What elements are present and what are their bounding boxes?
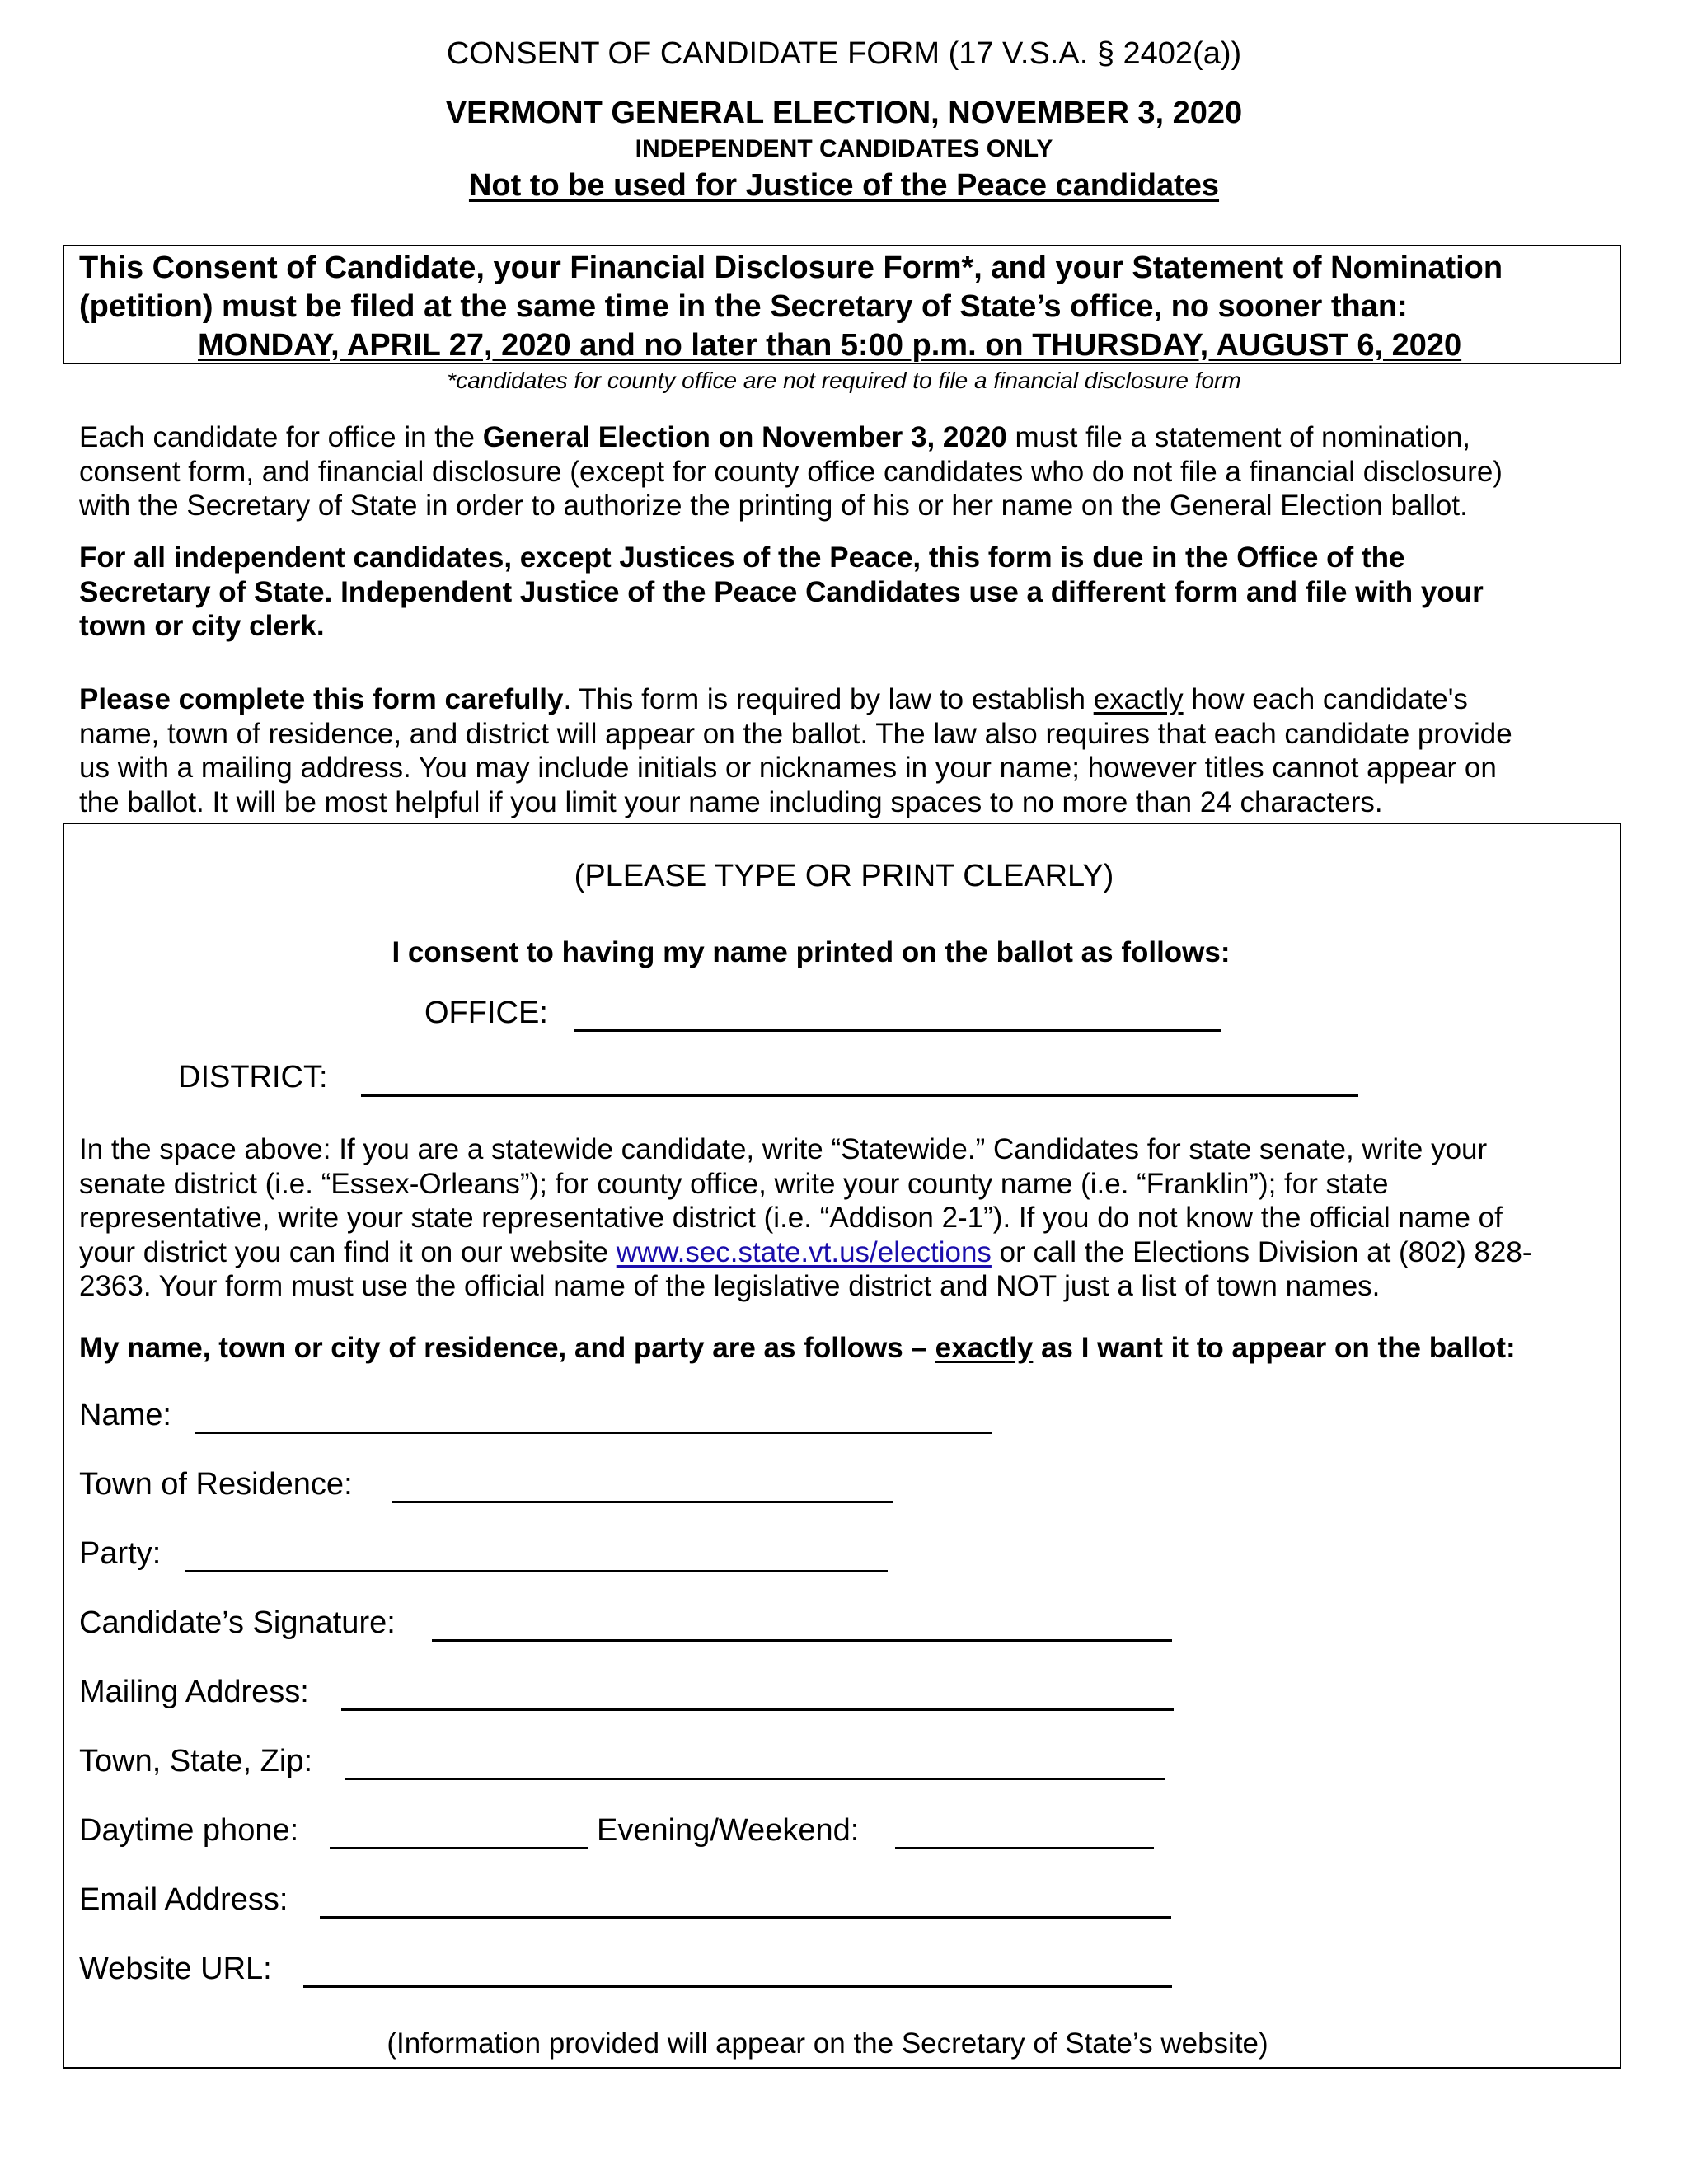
election-title: VERMONT GENERAL ELECTION, NOVEMBER 3, 2020 [445,96,1243,130]
evening-weekend-field[interactable] [895,1847,1154,1849]
district-label: DISTRICT: [178,1060,328,1094]
candidate-type-subtitle: INDEPENDENT CANDIDATES ONLY [635,135,1053,162]
candidate-form-box [63,823,1621,2069]
exact-name-statement: My name, town or city of residence, and party are as follows – exactly as I want it to appear on the ballot: [79,1332,1516,1364]
filing-deadline: MONDAY, APRIL 27, 2020 and no later than 5:00 p.m. on THURSDAY, AUGUST 6, 2020 [198,328,1462,363]
website-url-label: Website URL: [79,1952,272,1986]
candidate-signature-label: Candidate’s Signature: [79,1605,396,1640]
town-of-residence-field[interactable] [392,1501,893,1503]
intro-paragraph-2: For all independent candidates, except Justices of the Peace, this form is due in the Office of the Secretary of State. Independent Justice of the Peace Candidates use a different form and file with your town or city clerk. [79,541,1484,642]
party-label: Party: [79,1536,162,1571]
daytime-phone-field[interactable] [330,1847,588,1849]
name-label: Name: [79,1398,171,1432]
evening-weekend-label: Evening/Weekend: [597,1813,860,1848]
form-title: CONSENT OF CANDIDATE FORM (17 V.S.A. § 2402(a)) [446,36,1242,71]
candidate-signature-field[interactable] [432,1639,1172,1642]
elections-website-link[interactable]: www.sec.state.vt.us/elections [616,1235,992,1268]
district-field[interactable] [361,1094,1358,1097]
website-disclosure-note: (Information provided will appear on the Secretary of State’s website) [387,2027,1268,2060]
website-url-field[interactable] [303,1985,1172,1988]
town-state-zip-label: Town, State, Zip: [79,1744,313,1779]
intro-paragraph-1: Each candidate for office in the General Election on November 3, 2020 must file a statement of nomination, consent form, and financial disclosure (except for county office candidates who do not file a financial disclosure) with the Secretary of State in order to authorize the printing of his or her name on the General Election ballot. [79,421,1503,522]
email-address-label: Email Address: [79,1882,288,1917]
filing-box-line-2: (petition) must be filed at the same time in the Secretary of State’s office, no sooner than: [79,289,1408,324]
consent-statement: I consent to having my name printed on the ballot as follows: [392,936,1231,968]
type-or-print-notice: (PLEASE TYPE OR PRINT CLEARLY) [574,859,1114,893]
town-of-residence-label: Town of Residence: [79,1467,353,1502]
office-field[interactable] [574,1029,1221,1032]
district-instructions: In the space above: If you are a statewide candidate, write “Statewide.” Candidates for state senate, write your senate district (i.e. “Essex-Orleans”); for county office, write your county name (i.e. “Franklin”); for state representative, write your state representative district (i.e. “Addison 2-1”). If you do not know the official name of your district you can find it on our website www.sec.state.vt.us/elections or call the Elections Division at (802) 828- 2363. Your form must use the official name of the legislative district and NOT just a list of town names. [79,1133,1532,1302]
justice-notice: Not to be used for Justice of the Peace candidates [468,168,1220,203]
office-label: OFFICE: [424,996,548,1030]
town-state-zip-field[interactable] [345,1778,1165,1780]
intro-paragraph-3: Please complete this form carefully. This form is required by law to establish exactly how each candidate's name, town of residence, and district will appear on the ballot. The law also requires that each candidate provide us with a mailing address. You may include initials or nicknames in your name; however titles cannot appear on the ballot. It will be most helpful if you limit your name including spaces to no more than 24 characters. [79,683,1512,818]
mailing-address-field[interactable] [341,1708,1174,1711]
financial-disclosure-footnote: *candidates for county office are not required to file a financial disclosure form [447,368,1241,393]
email-address-field[interactable] [320,1916,1171,1919]
name-field[interactable] [195,1432,992,1434]
mailing-address-label: Mailing Address: [79,1675,309,1709]
party-field[interactable] [185,1570,888,1572]
filing-box-line-1: This Consent of Candidate, your Financial Disclosure Form*, and your Statement of Nomination [79,251,1503,285]
daytime-phone-label: Daytime phone: [79,1813,299,1848]
